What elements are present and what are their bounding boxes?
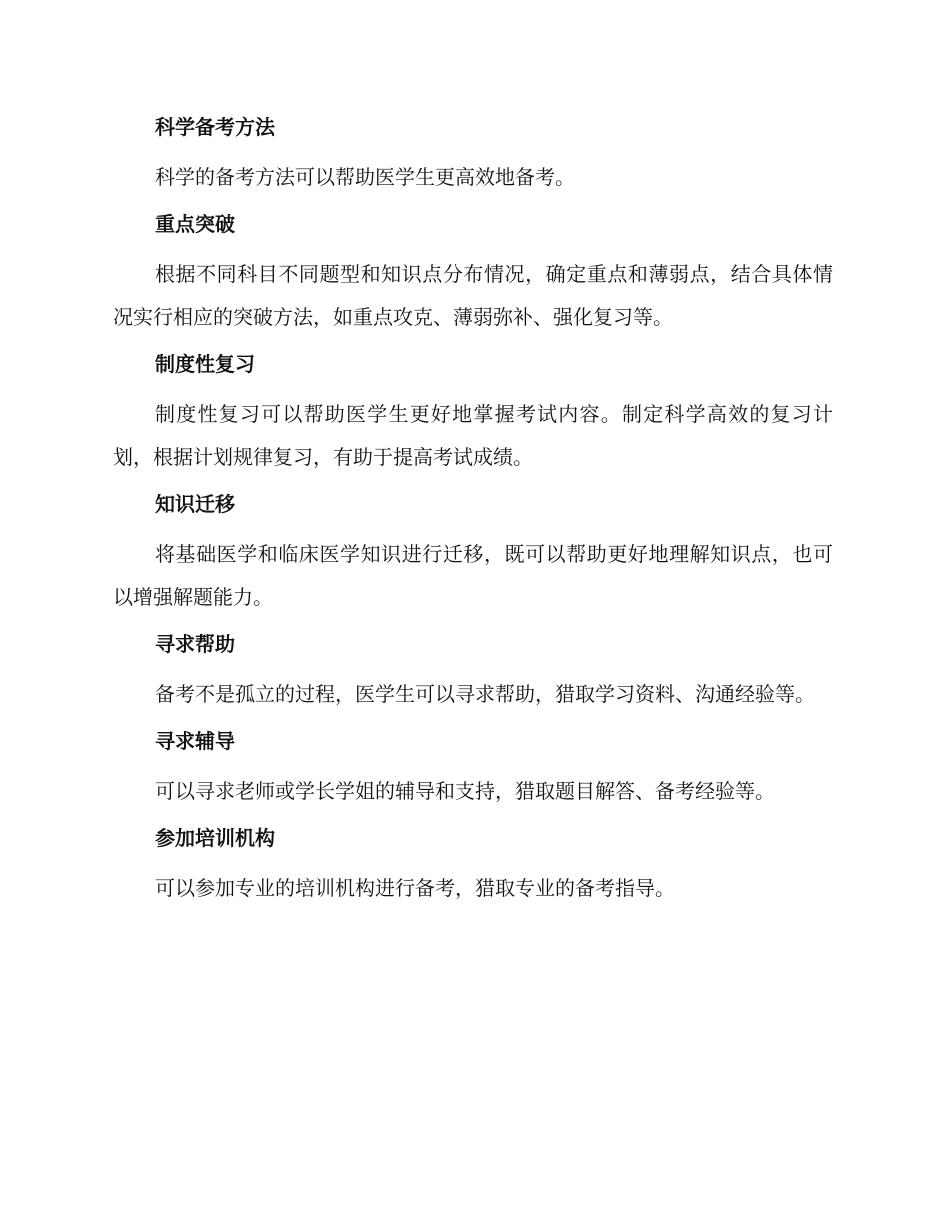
- section-paragraph: 根据不同科目不同题型和知识点分布情况，确定重点和薄弱点，结合具体情况实行相应的突破方法，如重点攻克、薄弱弥补、强化复习等。: [113, 262, 833, 329]
- section-paragraph: 可以寻求老师或学长学姐的辅导和支持，猎取题目解答、备考经验等。: [155, 779, 775, 803]
- section-paragraph: 科学的备考方法可以帮助医学生更高效地备考。: [155, 165, 575, 189]
- section-paragraph: 可以参加专业的培训机构进行备考，猎取专业的备考指导。: [155, 876, 675, 900]
- section-heading: 参加培训机构: [155, 826, 275, 850]
- section-heading: 知识迁移: [155, 492, 235, 516]
- section-heading: 寻求帮助: [155, 632, 235, 656]
- document-body: [113, 112, 833, 910]
- section-heading: 重点突破: [155, 212, 235, 236]
- section-paragraph: 制度性复习可以帮助医学生更好地掌握考试内容。制定科学高效的复习计划，根据计划规律复习，有助于提高考试成绩。: [113, 402, 833, 469]
- section-heading: 科学备考方法: [155, 115, 275, 139]
- section-heading: 寻求辅导: [155, 729, 235, 753]
- section-heading: 制度性复习: [155, 352, 255, 376]
- section-paragraph: 将基础医学和临床医学知识进行迁移，既可以帮助更好地理解知识点，也可以增强解题能力。: [113, 542, 833, 609]
- section-paragraph: 备考不是孤立的过程，医学生可以寻求帮助，猎取学习资料、沟通经验等。: [155, 682, 815, 706]
